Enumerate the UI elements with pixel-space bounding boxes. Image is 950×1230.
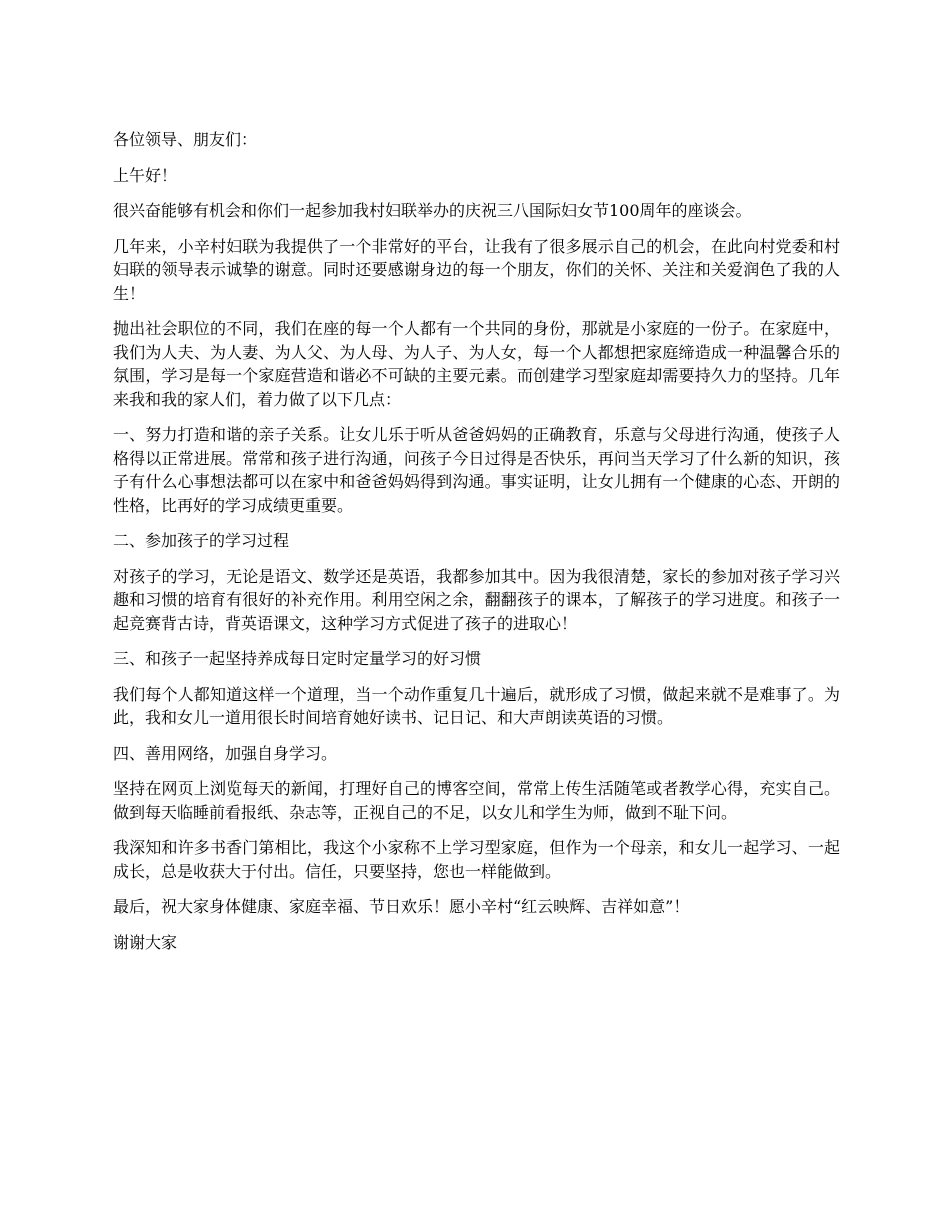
heading-point-four: 四、善用网络，加强自身学习。 [113, 743, 338, 763]
paragraph-intro: 很兴奋能够有机会和你们一起参加我村妇联举办的庆祝三八国际妇女节100周年的座谈会。 [113, 201, 752, 220]
paragraph-wishes: 最后，祝大家身体健康、家庭幸福、节日欢乐！愿小辛村“红云映辉、吉祥如意”！ [113, 897, 690, 916]
closing: 谢谢大家 [113, 932, 178, 952]
paragraph-point-one: 一、努力打造和谐的亲子关系。让女儿乐于听从爸爸妈妈的正确教育，乐意与父母进行沟通，使孩子人格得以正常进展。常常和孩子进行沟通，问孩子今日过得是否快乐，再问当天学习了什么新的知识，孩子有什么心事想法都可以在家中和爸爸妈妈得到沟通。事实证明，让女儿拥有一个健康的心态、开朗的性格，比再好的学习成绩更重要。 [113, 425, 840, 515]
salutation: 各位领导、朋友们： [113, 130, 258, 149]
greeting: 上午好！ [113, 165, 178, 185]
heading-point-two: 二、参加孩子的学习过程 [113, 531, 290, 550]
paragraph-reflection: 我深知和许多书香门第相比，我这个小家称不上学习型家庭，但作为一个母亲，和女儿一起学习、一起成长，总是收获大于付出。信任，只要坚持，您也一样能做到。 [113, 838, 840, 881]
document-body [113, 128, 840, 966]
paragraph-point-four: 坚持在网页上浏览每天的新闻，打理好自己的博客空间，常常上传生活随笔或者教学心得，充实自己。做到每天临睡前看报纸、杂志等，正视自己的不足，以女儿和学生为师，做到不耻下问。 [113, 779, 840, 822]
paragraph-thanks: 几年来，小辛村妇联为我提供了一个非常好的平台，让我有了很多展示自己的机会，在此向村党委和村妇联的领导表示诚挚的谢意。同时还要感谢身边的每一个朋友，你们的关怀、关注和关爱润色了我的人生！ [113, 236, 840, 303]
heading-point-three: 三、和孩子一起坚持养成每日定时定量学习的好习惯 [113, 649, 482, 668]
paragraph-point-two: 对孩子的学习，无论是语文、数学还是英语，我都参加其中。因为我很清楚，家长的参加对孩子学习兴趣和习惯的培育有很好的补充作用。利用空闲之余，翻翻孩子的课本，了解孩子的学习进度。和孩子一起竞赛背古诗，背英语课文，这种学习方式促进了孩子的进取心！ [113, 566, 840, 633]
paragraph-point-three: 我们每个人都知道这样一个道理，当一个动作重复几十遍后，就形成了习惯，做起来就不是难事了。为此，我和女儿一道用很长时间培育她好读书、记日记、和大声朗读英语的习惯。 [113, 684, 840, 727]
paragraph-family-role: 抛出社会职位的不同，我们在座的每一个人都有一个共同的身份，那就是小家庭的一份子。在家庭中，我们为人夫、为人妻、为人父、为人母、为人子、为人女，每一个人都想把家庭缔造成一种温馨合乐的氛围，学习是每一个家庭营造和谐必不可缺的主要元素。而创建学习型家庭却需要持久力的坚持。几年来我和我的家人们，着力做了以下几点： [113, 319, 840, 409]
